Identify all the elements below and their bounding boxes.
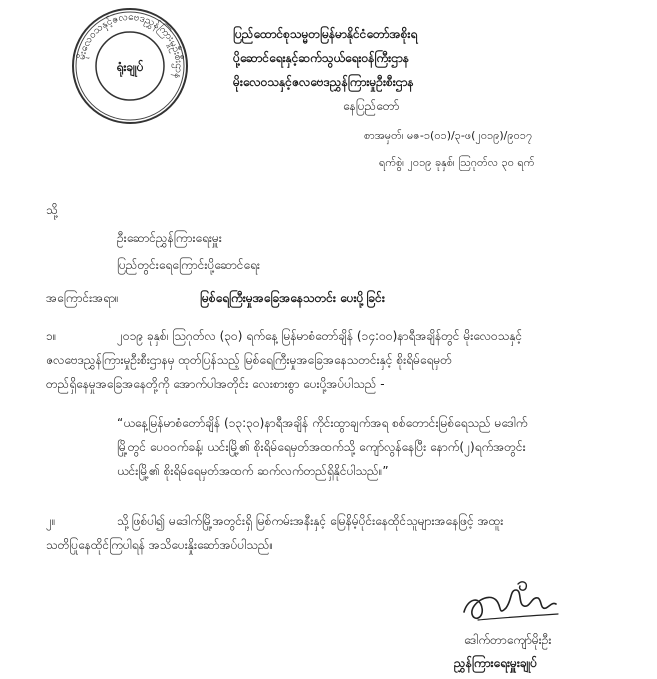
official-seal [70, 6, 190, 126]
subject-text: မြစ်ရေကြီးမှုအခြေအနေသတင်း ပေးပို့ခြင်း [200, 291, 385, 305]
para1-line1: ၂၀၁၉ ခုနှစ်၊ ဩဂုတ်လ (၃၀) ရက်နေ့ မြန်မာစံတော်ချိန် (၁၄:၀၀)နာရီအချိန်တွင် မိုးလေဝသနှင့် [117, 329, 523, 343]
handwritten-signature [458, 578, 568, 628]
seal-ring-text: မိုးလေဝသနှင့်ဇလဗေဒညွှန်ကြားမှုဦးစီးဌာန [76, 11, 185, 80]
header-line-ministry: ပို့ဆောင်ရေးနှင့်ဆက်သွယ်ရေးဝန်ကြီးဌာန [233, 51, 409, 65]
header-line-city: နေပြည်တော် [343, 99, 400, 113]
para2-number: ၂။ [46, 514, 56, 528]
signature-graphic [458, 578, 568, 628]
para1-line2: ဇလဗေဒညွှန်ကြားမှုဦးစီးဌာနမှ ထုတ်ပြန်သည့် မြစ်ရေကြီးမှုအခြေအနေသတင်းနှင့် စိုးရိမ်ရေမှတ် [46, 353, 452, 367]
para2-line2: သတိပြုနေထိုင်ကြပါရန် အသိပေးနှိုးဆော်အပ်ပါသည်။ [46, 538, 274, 552]
recipient-title: ဦးဆောင်ညွှန်ကြားရေးမှူး [117, 231, 222, 245]
seal-center-text: ရုံးချုပ် [116, 60, 144, 74]
quote-line2: မြို့တွင် ပေ၀ဝက်ခန့်၊ ယင်းမြို့၏ စိုးရိမ်ရေမှတ်အထက်သို့ ကျော်လွန်နေပြီး နောက်(၂)ရက်အတွင်း [117, 440, 526, 454]
quote-line1: “ယနေ့မြန်မာစံတော်ချိန် (၁၃:၃၀)နာရီအချိန် ကိုင်းထွာချက်အရ စစ်တောင်းမြစ်ရေသည် မဒေါက် [117, 416, 528, 430]
para1-line3: တည်ရှိနေမှုအခြေအနေတို့ကို အောက်ပါအတိုင်း လေးစားစွာ ပေးပို့အပ်ပါသည် - [46, 377, 385, 391]
quote-line3: ယင်းမြို့၏ စိုးရိမ်ရေမှတ်အထက် ဆက်လက်တည်ရှိနိုင်ပါသည်။” [117, 464, 389, 478]
reference-number: စာအမှတ်၊ မဇ-၁(၀၁)/၃-ဖ(၂၀၁၉)/၉၀၁၇ [364, 129, 533, 142]
signatory-title: ညွှန်ကြားရေးမှူးချုပ် [454, 656, 538, 670]
subject-label: အကြောင်းအရာ။ [46, 291, 119, 305]
to-label: သို့ [46, 203, 58, 217]
para1-number: ၁။ [46, 329, 57, 343]
recipient-office: ပြည်တွင်းရေကြောင်းပို့ဆောင်ရေး [117, 258, 260, 272]
header-line-government: ပြည်ထောင်စုသမ္မတမြန်မာနိုင်ငံတော်အစိုးရ [233, 27, 418, 41]
header-line-department: မိုးလေဝသနှင့်ဇလဗေဒညွှန်ကြားမှုဦးစီးဌာန [233, 75, 414, 89]
signatory-name: ဒေါက်တာကျော်မိုးဦး [464, 633, 552, 647]
para2-line1: သို့ဖြစ်ပါ၍ မဒေါက်မြို့အတွင်းရှိ မြစ်ကမ်းအနီးနှင့် မြေနိမ့်ပိုင်းနေထိုင်သူများအနေဖြင့် အထူး [117, 514, 504, 528]
letter-date: ရက်စွဲ၊ ၂၀၁၉ ခုနှစ်၊ ဩဂုတ်လ ၃၀ ရက် [379, 156, 535, 169]
seal-graphic [70, 6, 190, 126]
